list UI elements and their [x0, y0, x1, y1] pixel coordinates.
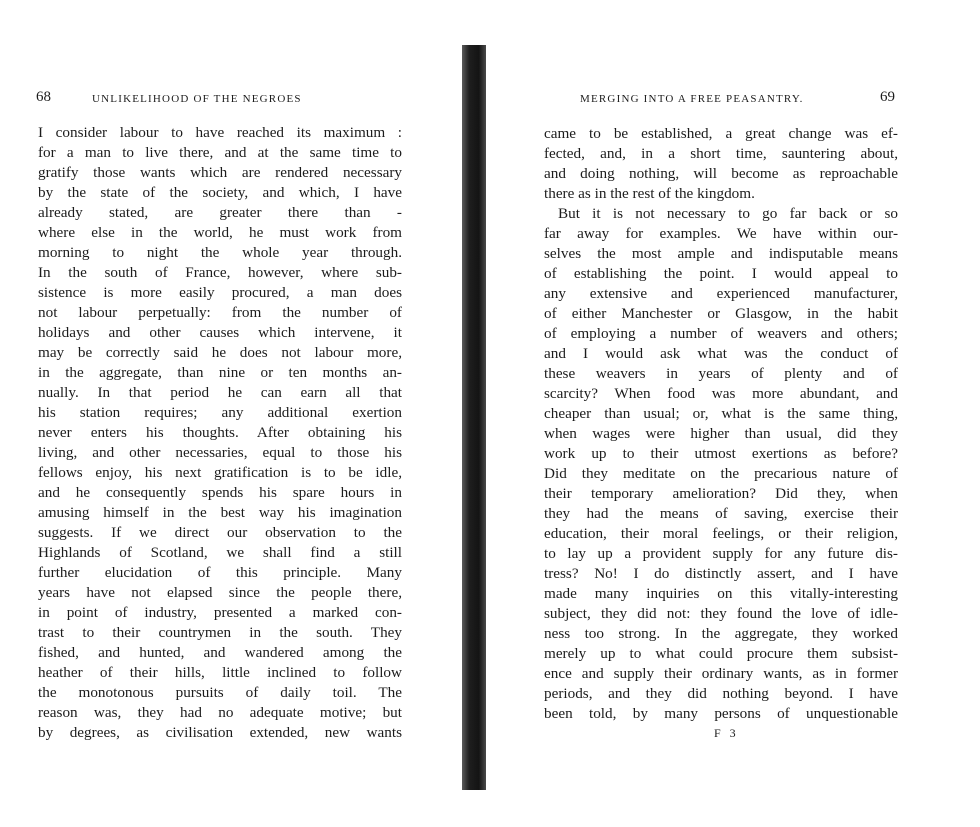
right-line: tress? No! I do distinctly assert, and I have [544, 565, 898, 582]
left-line: sistence is more easily procured, a man does [38, 284, 402, 301]
left-line: further elucidation of this principle. Many [38, 564, 402, 581]
right-line: they had the means of saving, exercise their [544, 505, 898, 522]
left-line: never enters his thoughts. After obtaining his [38, 424, 402, 441]
right-running-head: MERGING INTO A FREE PEASANTRY. [580, 93, 804, 105]
left-line: In the south of France, however, where sub- [38, 264, 402, 281]
right-line: been told, by many persons of unquestionable [544, 705, 898, 722]
left-line: by the state of the society, and which, I have [38, 184, 402, 201]
right-page-text [544, 124, 898, 724]
left-line: in the aggregate, than nine or ten months an- [38, 364, 402, 381]
right-line: subject, they did not: they found the love of idle- [544, 605, 898, 622]
right-line: when wages were higher than usual, did they [544, 425, 898, 442]
signature-mark: F 3 [714, 726, 739, 740]
left-line: by degrees, as civilisation extended, new wants [38, 724, 402, 741]
left-line: suggests. If we direct our observation to the [38, 524, 402, 541]
left-line: gratify those wants which are rendered necessary [38, 164, 402, 181]
right-line: any extensive and experienced manufacturer, [544, 285, 898, 302]
right-line: ness too strong. In the aggregate, they worked [544, 625, 898, 642]
left-line: Highlands of Scotland, we shall find a still [38, 544, 402, 561]
right-line: and I would ask what was the conduct of [544, 345, 898, 362]
left-line: morning to night the whole year through. [38, 244, 402, 261]
left-running-head: UNLIKELIHOOD OF THE NEGROES [92, 93, 302, 105]
right-line: far away for examples. We have within our- [544, 225, 898, 242]
right-line: these weavers in years of plenty and of [544, 365, 898, 382]
right-line: came to be established, a great change was ef- [544, 125, 898, 142]
right-line: made many inquiries on this vitally-interesting [544, 585, 898, 602]
right-line: But it is not necessary to go far back or so [558, 205, 898, 222]
right-line: cheaper than usual; or, what is the same thing, [544, 405, 898, 422]
right-line: education, their moral feelings, or their religion, [544, 525, 898, 542]
left-line: in point of industry, presented a marked con- [38, 604, 402, 621]
left-line: and he consequently spends his spare hours in [38, 484, 402, 501]
left-line: living, and other necessaries, equal to those his [38, 444, 402, 461]
right-line: periods, and they did nothing beyond. I have [544, 685, 898, 702]
right-line: scarcity? When food was more abundant, and [544, 385, 898, 402]
right-line: ence and supply their ordinary wants, as in former [544, 665, 898, 682]
left-line: for a man to live there, and at the same time to [38, 144, 402, 161]
left-line: reason was, they had no adequate motive; but [38, 704, 402, 721]
left-line: fellows enjoy, his next gratification is to be idle, [38, 464, 402, 481]
left-page-text [38, 123, 402, 743]
left-line: amusing himself in the best way his imagination [38, 504, 402, 521]
book-gutter [462, 45, 486, 790]
left-page-header [36, 89, 430, 109]
left-line: trast to their countrymen in the south. They [38, 624, 402, 641]
left-line: where else in the world, he must work from [38, 224, 402, 241]
left-page [0, 0, 463, 827]
right-page [486, 0, 980, 827]
right-line: their temporary amelioration? Did they, when [544, 485, 898, 502]
left-line: I consider labour to have reached its maximum : [38, 124, 402, 141]
right-line: to lay up a provident supply for any future dis- [544, 545, 898, 562]
right-line: there as in the rest of the kingdom. [544, 185, 755, 202]
right-line: of employing a number of weavers and others; [544, 325, 898, 342]
right-line: Did they meditate on the precarious nature of [544, 465, 898, 482]
right-line: work up to their utmost exertions as before? [544, 445, 898, 462]
right-line: selves the most ample and indisputable means [544, 245, 898, 262]
left-line: heather of their hills, little inclined to follow [38, 664, 402, 681]
left-line: holidays and other causes which intervene, it [38, 324, 402, 341]
right-page-header [580, 89, 912, 109]
left-line: not labour perpetually: from the number of [38, 304, 402, 321]
left-line: the monotonous pursuits of daily toil. The [38, 684, 402, 701]
right-line: fected, and, in a short time, sauntering about, [544, 145, 898, 162]
left-line: already stated, are greater there than - [38, 204, 402, 221]
left-line: may be correctly said he does not labour more, [38, 344, 402, 361]
left-line: fished, and hunted, and wandered among the [38, 644, 402, 661]
left-page-number: 68 [36, 89, 51, 105]
left-line: nually. In that period he can earn all that [38, 384, 402, 401]
right-line: of either Manchester or Glasgow, in the habit [544, 305, 898, 322]
right-line: of establishing the point. I would appeal to [544, 265, 898, 282]
right-line: merely up to what could procure them subsist- [544, 645, 898, 662]
right-page-number: 69 [880, 89, 895, 105]
left-line: his station requires; any additional exertion [38, 404, 402, 421]
left-line: years have not elapsed since the people there, [38, 584, 402, 601]
right-line: and doing nothing, will become as reproachable [544, 165, 898, 182]
